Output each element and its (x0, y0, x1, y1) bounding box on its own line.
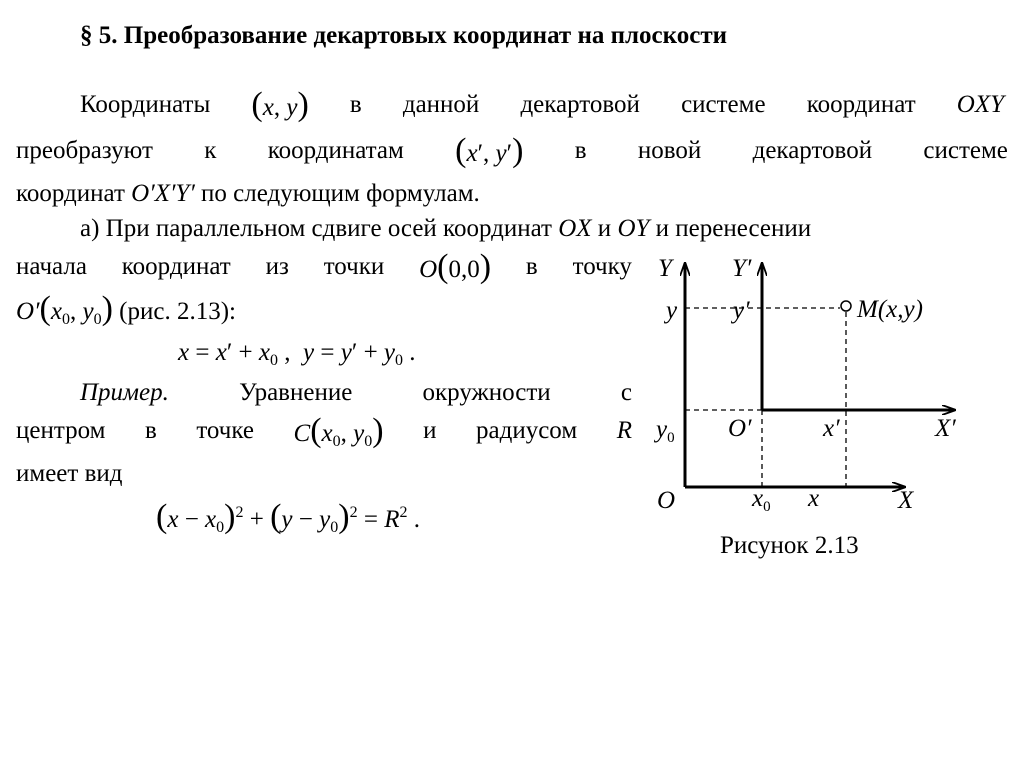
word: в (574, 137, 587, 164)
coord-xpyp: (x′, y′) (455, 132, 524, 169)
example-line3: имеет вид (16, 460, 123, 487)
label-yprime: y′ (733, 297, 750, 324)
word: и (423, 417, 437, 444)
axis-ox: OX (558, 215, 592, 242)
o-coords: 0,0 (448, 256, 480, 283)
word: точки (323, 253, 385, 280)
word: координат (121, 253, 231, 280)
word: координат (806, 91, 916, 118)
word: начала (16, 253, 87, 280)
example-label: Пример. (80, 379, 169, 406)
word: точку (572, 253, 632, 280)
word: новой (637, 137, 702, 164)
word: преобразуют (16, 137, 153, 164)
section-title: § 5. Преобразование декартовых координат на плоскости (80, 22, 727, 49)
center-point: $C(x_0$, $y_0$) (293, 412, 384, 450)
label-xprime: x′ (823, 415, 840, 442)
oprime: O′ (16, 298, 40, 325)
word: центром (16, 417, 106, 444)
word: системе (681, 91, 766, 118)
word: в (144, 417, 157, 444)
label-y0: $y_0$ (656, 416, 675, 446)
label-y: y (666, 297, 678, 324)
word: координатам (267, 137, 404, 164)
axis-oy: OY (617, 215, 650, 242)
word: декартовой (752, 137, 873, 164)
text: и (591, 215, 618, 242)
word: радиусом (476, 417, 578, 444)
label-x: x (808, 485, 820, 512)
figure-caption: Рисунок 2.13 (720, 532, 859, 559)
o-letter: O (419, 256, 438, 283)
coord-xy: (x, y) (251, 86, 309, 123)
label-x0: $x_0$ (752, 485, 771, 515)
word: в (349, 91, 362, 118)
label-M: M(x,y) (857, 296, 923, 323)
text: и перенесении (649, 215, 812, 242)
word: по следующим формулам. (201, 180, 480, 207)
c-letter: C (293, 420, 311, 447)
radius-r: R (616, 417, 632, 444)
word: Координаты (80, 91, 211, 118)
label-Yprime: Y′ (732, 255, 752, 282)
label-Y: Y (658, 255, 672, 282)
figure-ref: (рис. 2.13): (119, 298, 236, 325)
word: Уравнение (239, 379, 353, 406)
word: данной (402, 91, 480, 118)
label-O: O (657, 487, 676, 514)
word: с (620, 379, 632, 406)
para2-line3: $O'(x_0$, $y_0$) (рис. 2.13): (16, 290, 236, 328)
word: системе (923, 137, 1008, 164)
word: точке (196, 417, 254, 444)
origin-point: O(0,0) (419, 248, 492, 285)
system-new: O′X′Y′ (131, 180, 195, 207)
word: декартовой (520, 91, 640, 118)
word: к (204, 137, 217, 164)
label-X: X (898, 487, 914, 514)
label-Xprime: X′ (935, 415, 956, 442)
word: в (525, 253, 538, 280)
system-oxy: OXY (956, 91, 1004, 118)
label-Oprime: O′ (728, 415, 752, 442)
formula-shift: $x = x' + x_0$ , $y = y' + y_0$ . (178, 339, 416, 369)
text: а) При параллельном сдвиге осей координат (80, 215, 559, 242)
word: из (265, 253, 289, 280)
formula-circle: $(x - x_0)^2 + (y - y_0)^2 = R^2$ . (156, 498, 420, 536)
point-m (841, 301, 851, 311)
word: координат (16, 180, 125, 207)
word: окружности (422, 379, 551, 406)
